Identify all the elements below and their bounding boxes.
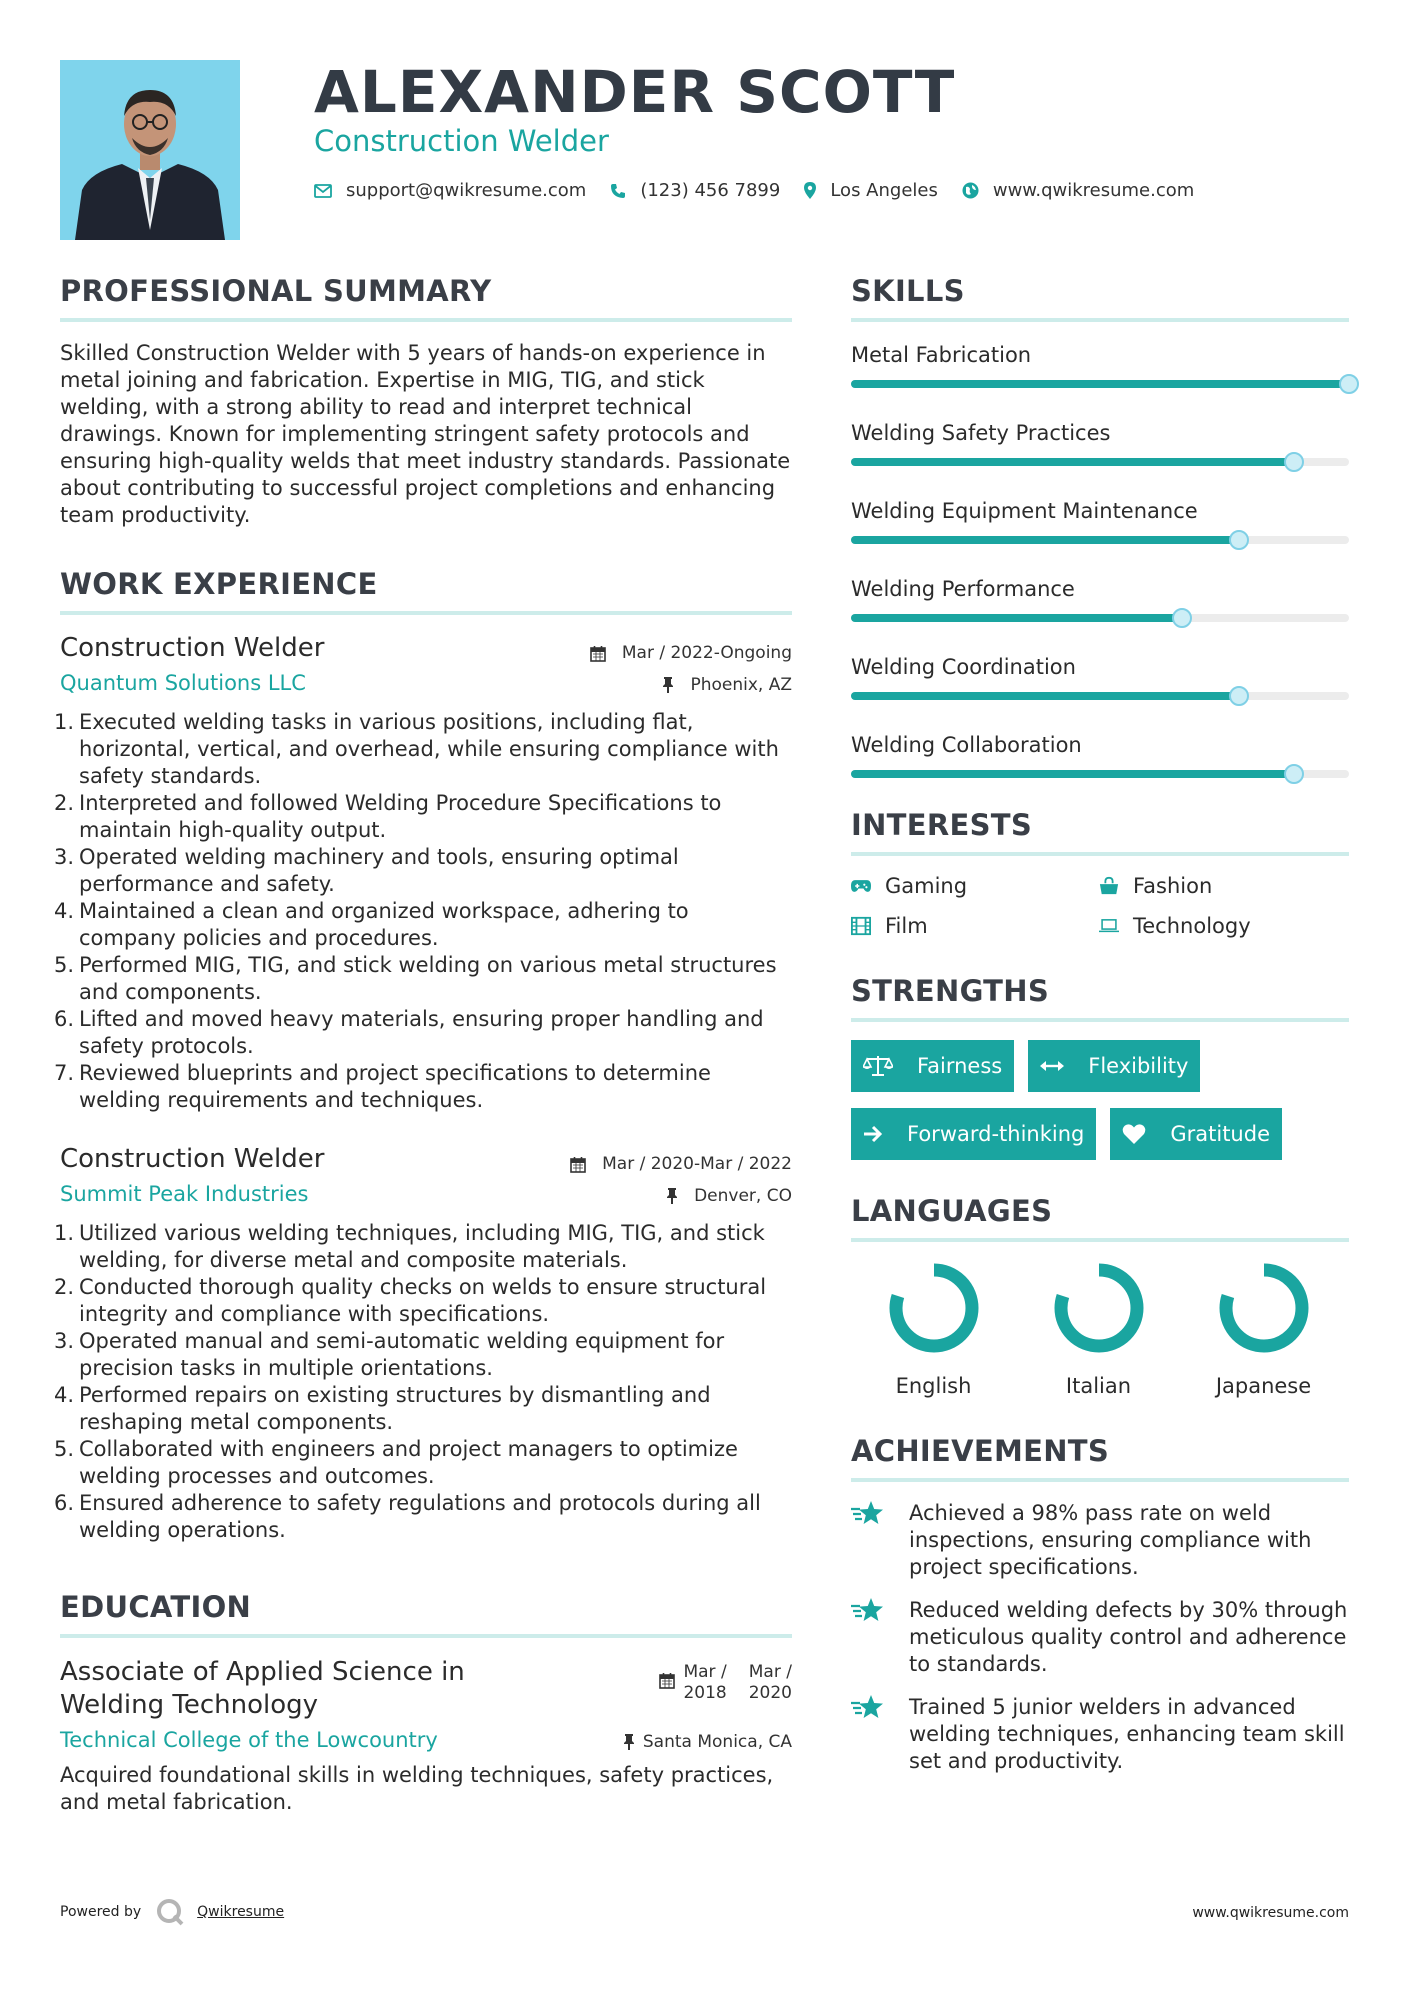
education-section <box>60 1590 792 1816</box>
phone-text: (123) 456 7899 <box>640 180 781 201</box>
strengths-heading: STRENGTHS <box>851 974 1349 1022</box>
skill-bar-knob <box>1284 764 1304 784</box>
calendar-icon <box>659 1672 675 1689</box>
interest-item <box>1099 874 1347 898</box>
job-title: Construction Welder <box>60 1144 325 1174</box>
language-name: Italian <box>1065 1374 1132 1398</box>
list-item <box>53 952 792 1006</box>
skill-bar-knob <box>1284 452 1304 472</box>
job-location: Denver, CO <box>666 1186 792 1206</box>
edu-end-month: Mar / <box>748 1662 792 1682</box>
skill-bar <box>851 536 1349 544</box>
degree-title: Associate of Applied Science in Welding Technology <box>60 1657 465 1720</box>
shopping-bag-icon <box>1099 876 1133 896</box>
summary-section <box>60 274 792 529</box>
skill-bar <box>851 770 1349 778</box>
language-list <box>851 1260 1349 1398</box>
arrow-right-icon <box>863 1125 895 1143</box>
arrows-horizontal-icon <box>1040 1060 1076 1072</box>
language-item <box>1181 1260 1346 1398</box>
education-dates <box>659 1662 792 1704</box>
company-name: Quantum Solutions LLC <box>60 671 306 695</box>
job-entry <box>53 1144 792 1544</box>
candidate-title: Construction Welder <box>314 124 609 158</box>
qwikresume-logo-icon <box>155 1897 185 1927</box>
skill-item <box>851 496 1349 544</box>
interests-section <box>851 808 1349 938</box>
contact-website[interactable] <box>962 180 1194 201</box>
skill-name: Welding Equipment Maintenance <box>851 499 1198 523</box>
bullet-number: 4. <box>53 899 74 923</box>
skill-item <box>851 652 1349 700</box>
qwikresume-link[interactable]: Qwikresume <box>197 1904 285 1920</box>
interest-item <box>851 914 1099 938</box>
list-item <box>53 790 792 844</box>
list-item <box>53 1274 792 1328</box>
skill-bar <box>851 692 1349 700</box>
calendar-icon <box>590 645 614 662</box>
bullet-number: 1. <box>53 1221 74 1245</box>
bullet-text: Utilized various welding techniques, including MIG, TIG, and stick welding, for diverse metal and composite materials. <box>79 1221 765 1272</box>
skill-bar <box>851 380 1349 388</box>
school-name: Technical College of the Lowcountry <box>60 1728 438 1752</box>
envelope-icon <box>314 184 332 198</box>
skill-item <box>851 418 1349 466</box>
bullet-text: Lifted and moved heavy materials, ensuring proper handling and safety protocols. <box>79 1007 764 1058</box>
job-bullets <box>53 1220 792 1544</box>
achievement-text: Reduced welding defects by 30% through meticulous quality control and adherence to standards. <box>909 1598 1348 1676</box>
list-item <box>53 1220 792 1274</box>
bullet-text: Operated manual and semi-automatic welding equipment for precision tasks in multiple orientations. <box>79 1329 725 1380</box>
list-item <box>53 1382 792 1436</box>
skill-bar-knob <box>1229 530 1249 550</box>
bullet-text: Maintained a clean and organized workspace, adhering to company policies and procedures. <box>79 899 689 950</box>
star-badge-icon <box>851 1694 897 1775</box>
bullet-number: 6. <box>53 1007 74 1031</box>
bullet-text: Operated welding machinery and tools, ensuring optimal performance and safety. <box>79 845 679 896</box>
list-item <box>53 709 792 790</box>
skill-item <box>851 340 1349 388</box>
education-location: Santa Monica, CA <box>623 1732 792 1752</box>
bullet-number: 2. <box>53 791 74 815</box>
contact-phone[interactable] <box>610 180 780 201</box>
film-icon <box>851 916 885 936</box>
languages-heading: LANGUAGES <box>851 1194 1349 1242</box>
skill-name: Welding Collaboration <box>851 733 1082 757</box>
profile-photo <box>60 60 240 240</box>
strength-list <box>851 1040 1349 1160</box>
skill-name: Welding Performance <box>851 577 1075 601</box>
map-pin-icon <box>804 182 816 199</box>
achievement-item <box>851 1694 1349 1775</box>
job-location: Phoenix, AZ <box>662 675 792 695</box>
website-text: www.qwikresume.com <box>992 180 1195 201</box>
edu-start-month: Mar / <box>683 1662 727 1682</box>
edu-end-year: 2020 <box>748 1683 792 1703</box>
balance-scale-icon <box>863 1055 905 1077</box>
bullet-number: 3. <box>53 1329 74 1353</box>
skill-list <box>851 340 1349 778</box>
bullet-text: Performed MIG, TIG, and stick welding on various metal structures and components. <box>79 953 777 1004</box>
achievement-text: Trained 5 junior welders in advanced welding techniques, enhancing team skill set and productivity. <box>909 1695 1345 1773</box>
bullet-number: 5. <box>53 1437 74 1461</box>
language-proficiency-ring <box>886 1260 982 1356</box>
skill-item <box>851 730 1349 778</box>
achievement-text: Achieved a 98% pass rate on weld inspections, ensuring compliance with project specifications. <box>909 1501 1312 1579</box>
strength-label: Gratitude <box>1170 1122 1270 1146</box>
interest-item <box>851 874 1099 898</box>
job-title: Construction Welder <box>60 633 325 663</box>
bullet-number: 4. <box>53 1383 74 1407</box>
laptop-icon <box>1099 917 1133 935</box>
left-column <box>53 274 792 1816</box>
skill-bar-fill <box>851 380 1349 388</box>
achievement-list <box>851 1500 1349 1775</box>
list-item <box>53 898 792 952</box>
bullet-text: Collaborated with engineers and project managers to optimize welding processes and outcomes. <box>79 1437 738 1488</box>
skill-name: Welding Safety Practices <box>851 421 1111 445</box>
right-column <box>851 274 1349 1791</box>
summary-text: Skilled Construction Welder with 5 years of hands-on experience in metal joining and fabrication. Expertise in MIG, TIG, and stick welding, with a strong ability to read and interpret technical drawings. Known for implementing stringent safety protocols and ensuring high-quality welds that meet industry standards. Passionate about contributing to successful project completions and enhancing team productivity. <box>60 341 791 527</box>
education-heading: EDUCATION <box>60 1590 792 1638</box>
bullet-number: 5. <box>53 953 74 977</box>
interest-label: Technology <box>1133 914 1251 938</box>
language-proficiency-ring <box>1216 1260 1312 1356</box>
bullet-text: Reviewed blueprints and project specifications to determine welding requirements and techniques. <box>79 1061 711 1112</box>
strength-badge <box>851 1040 1014 1092</box>
strength-badge <box>851 1108 1096 1160</box>
interest-list <box>851 874 1349 938</box>
languages-section <box>851 1194 1349 1398</box>
pushpin-icon <box>662 677 682 693</box>
contact-bar <box>314 180 1218 201</box>
bullet-number: 2. <box>53 1275 74 1299</box>
calendar-icon <box>570 1156 594 1173</box>
powered-by-text: Powered by <box>60 1904 142 1920</box>
skill-bar-fill <box>851 458 1294 466</box>
language-proficiency-ring <box>1051 1260 1147 1356</box>
bullet-text: Performed repairs on existing structures by dismantling and reshaping metal components. <box>79 1383 711 1434</box>
language-name: English <box>895 1374 972 1398</box>
pushpin-icon <box>623 1734 635 1750</box>
summary-heading: PROFESSIONAL SUMMARY <box>60 274 792 322</box>
bullet-text: Ensured adherence to safety regulations and protocols during all welding operations. <box>79 1491 761 1542</box>
edu-start-year: 2018 <box>683 1683 727 1703</box>
strength-label: Flexibility <box>1088 1054 1189 1078</box>
education-description: Acquired foundational skills in welding techniques, safety practices, and metal fabrication. <box>60 1763 774 1814</box>
list-item <box>53 1436 792 1490</box>
skill-bar-knob <box>1339 374 1359 394</box>
achievements-heading: ACHIEVEMENTS <box>851 1434 1349 1482</box>
footer-powered-by <box>60 1897 284 1927</box>
skill-bar-knob <box>1172 608 1192 628</box>
skill-bar-fill <box>851 770 1294 778</box>
skill-bar-fill <box>851 614 1182 622</box>
achievement-item <box>851 1500 1349 1581</box>
interest-label: Fashion <box>1133 874 1213 898</box>
pushpin-icon <box>666 1188 686 1204</box>
candidate-name: ALEXANDER SCOTT <box>314 58 956 126</box>
gamepad-icon <box>851 878 885 894</box>
footer-website[interactable]: www.qwikresume.com <box>1192 1905 1349 1921</box>
skill-bar-fill <box>851 536 1239 544</box>
skills-heading: SKILLS <box>851 274 1349 322</box>
skill-bar <box>851 614 1349 622</box>
globe-icon <box>962 182 979 199</box>
contact-location <box>804 180 938 201</box>
skill-bar-fill <box>851 692 1239 700</box>
list-item <box>53 1328 792 1382</box>
bullet-number: 3. <box>53 845 74 869</box>
achievement-item <box>851 1597 1349 1678</box>
strength-label: Fairness <box>917 1054 1003 1078</box>
experience-heading: WORK EXPERIENCE <box>60 567 792 615</box>
job-dates: Mar / 2022-Ongoing <box>590 643 792 663</box>
interests-heading: INTERESTS <box>851 808 1349 856</box>
list-item <box>53 844 792 898</box>
bullet-number: 1. <box>53 710 74 734</box>
strength-badge <box>1110 1108 1282 1160</box>
achievements-section <box>851 1434 1349 1775</box>
bullet-number: 7. <box>53 1061 74 1085</box>
star-badge-icon <box>851 1597 897 1678</box>
interest-label: Gaming <box>885 874 968 898</box>
email-text: support@qwikresume.com <box>346 180 587 201</box>
skills-section <box>851 274 1349 778</box>
job-bullets <box>53 709 792 1114</box>
job-list <box>53 633 792 1544</box>
interest-label: Film <box>885 914 928 938</box>
skill-bar-knob <box>1229 686 1249 706</box>
job-entry <box>53 633 792 1114</box>
strength-label: Forward-thinking <box>907 1122 1085 1146</box>
interest-item <box>1099 914 1347 938</box>
phone-icon <box>610 183 626 199</box>
heart-icon <box>1122 1123 1158 1145</box>
job-dates: Mar / 2020-Mar / 2022 <box>570 1154 792 1174</box>
experience-section <box>53 567 792 1544</box>
bullet-text: Conducted thorough quality checks on welds to ensure structural integrity and compliance with specifications. <box>79 1275 767 1326</box>
location-text: Los Angeles <box>830 180 938 201</box>
list-item <box>53 1490 792 1544</box>
language-name: Japanese <box>1215 1374 1312 1398</box>
star-badge-icon <box>851 1500 897 1581</box>
bullet-text: Interpreted and followed Welding Procedure Specifications to maintain high-quality output. <box>79 791 722 842</box>
list-item <box>53 1006 792 1060</box>
list-item <box>53 1060 792 1114</box>
skill-name: Metal Fabrication <box>851 343 1032 367</box>
skill-bar <box>851 458 1349 466</box>
bullet-text: Executed welding tasks in various positions, including flat, horizontal, vertical, and overhead, while ensuring compliance with safety standards. <box>79 710 779 788</box>
company-name: Summit Peak Industries <box>60 1182 309 1206</box>
language-item <box>1016 1260 1181 1398</box>
strengths-section <box>851 974 1349 1160</box>
skill-item <box>851 574 1349 622</box>
contact-email[interactable] <box>314 180 586 201</box>
strength-badge <box>1028 1040 1200 1092</box>
language-item <box>851 1260 1016 1398</box>
bullet-number: 6. <box>53 1491 74 1515</box>
skill-name: Welding Coordination <box>851 655 1076 679</box>
